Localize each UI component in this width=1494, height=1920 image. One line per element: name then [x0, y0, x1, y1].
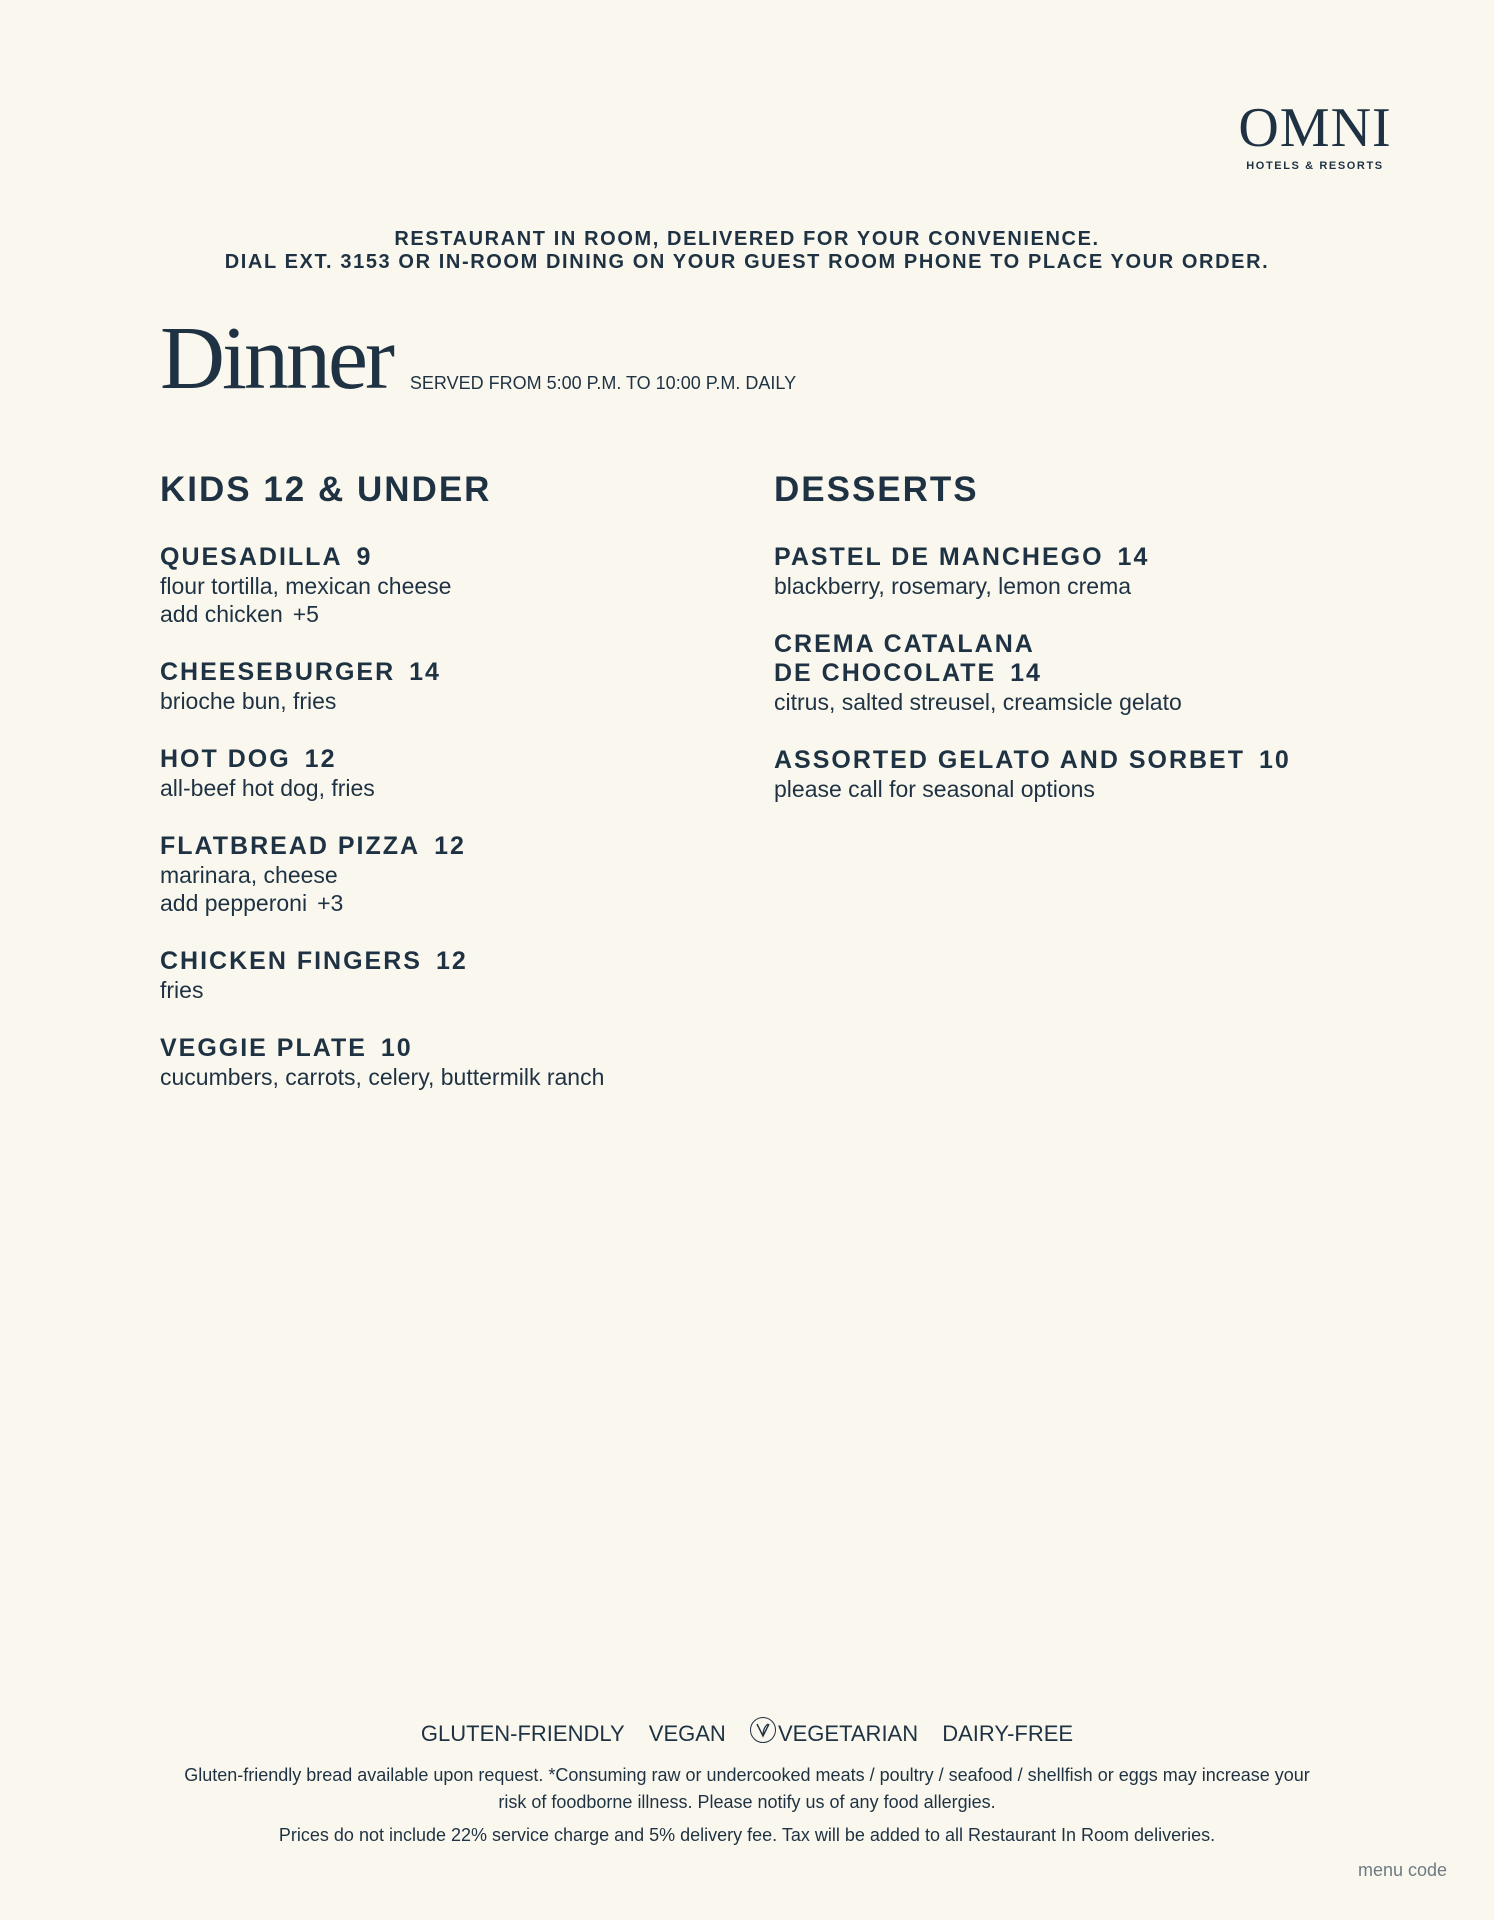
vegetarian-leaf-icon [750, 1717, 776, 1743]
item-name: FLATBREAD PIZZA [160, 832, 421, 860]
item-description: citrus, salted streusel, creamsicle gelato [774, 689, 1182, 715]
item-description: cucumbers, carrots, celery, buttermilk ranch [160, 1064, 605, 1090]
menu-item [160, 745, 720, 802]
item-description: flour tortilla, mexican cheese [160, 573, 452, 599]
kids-section [160, 470, 720, 1121]
item-name: QUESADILLA [160, 543, 343, 571]
desserts-section-title: DESSERTS [774, 470, 979, 509]
item-price: 12 [434, 832, 466, 860]
item-name: PASTEL DE MANCHEGO [774, 543, 1104, 571]
dietary-legend [0, 1717, 1494, 1747]
item-description: please call for seasonal options [774, 776, 1095, 802]
prices-note: Prices do not include 22% service charge and 5% delivery fee. Tax will be added to all Restaurant In Room deliveries. [278, 1825, 1216, 1845]
header-line-1: RESTAURANT IN ROOM, DELIVERED FOR YOUR CONVENIENCE. [394, 228, 1100, 250]
menu-heading [160, 309, 797, 408]
item-price: 14 [1117, 543, 1150, 571]
addon-price: +3 [317, 890, 344, 916]
desserts-section [774, 470, 1394, 833]
legend-vegetarian: VEGETARIAN [777, 1721, 919, 1746]
logo-subtitle: HOTELS & RESORTS [1246, 160, 1384, 172]
addon-price: +5 [292, 601, 319, 627]
logo-wordmark: OMNI [1238, 97, 1392, 159]
menu-item [160, 947, 720, 1004]
menu-item [774, 630, 1394, 716]
allergy-disclaimer [150, 1762, 1344, 1816]
item-name-line-1: CREMA CATALANA [774, 630, 1035, 658]
item-name: CHEESEBURGER [160, 658, 396, 686]
item-price: 14 [1010, 659, 1042, 687]
item-addon: add pepperoni [160, 890, 308, 916]
item-price: 14 [409, 658, 441, 686]
menu-item [160, 543, 720, 628]
item-price: 10 [1259, 746, 1291, 774]
omni-logo [1215, 97, 1415, 172]
item-description: all-beef hot dog, fries [160, 775, 375, 801]
kids-section-title: KIDS 12 & UNDER [160, 470, 492, 509]
ordering-instructions [0, 228, 1494, 274]
disclaimer-line-1: Gluten-friendly bread available upon request. *Consuming raw or undercooked meats / poultry / seafood / shellfish or eggs may increase your [184, 1765, 1310, 1785]
disclaimer-line-2: risk of foodborne illness. Please notify us of any food allergies. [498, 1792, 996, 1812]
legend-vegan: VEGAN [648, 1721, 726, 1746]
item-name: VEGGIE PLATE [160, 1034, 367, 1062]
menu-item [160, 658, 720, 715]
menu-item [774, 746, 1394, 803]
header-line-2: DIAL EXT. 3153 OR IN-ROOM DINING ON YOUR GUEST ROOM PHONE TO PLACE YOUR ORDER. [224, 251, 1270, 273]
served-hours: SERVED FROM 5:00 P.M. TO 10:00 P.M. DAILY [409, 373, 797, 393]
menu-item [160, 1034, 720, 1091]
legend-dairy-free: DAIRY-FREE [942, 1721, 1074, 1746]
item-description: fries [160, 977, 204, 1003]
menu-item [160, 832, 720, 917]
menu-item [774, 543, 1394, 600]
item-price: 10 [380, 1034, 413, 1062]
item-description: brioche bun, fries [160, 688, 337, 714]
item-price: 12 [304, 745, 337, 773]
item-description: marinara, cheese [160, 862, 338, 888]
item-description: blackberry, rosemary, lemon crema [774, 573, 1132, 599]
item-name: CHICKEN FINGERS [160, 947, 422, 975]
item-addon: add chicken [160, 601, 283, 627]
item-name: HOT DOG [160, 745, 291, 773]
item-name-line-2: DE CHOCOLATE [774, 659, 997, 687]
legend-gluten-friendly: GLUTEN-FRIENDLY [420, 1721, 625, 1746]
item-name: ASSORTED GELATO AND SORBET [774, 746, 1246, 774]
menu-title: Dinner [160, 309, 392, 408]
item-price: 9 [356, 543, 373, 571]
menu-code: menu code [1358, 1860, 1448, 1880]
item-price: 12 [435, 947, 468, 975]
